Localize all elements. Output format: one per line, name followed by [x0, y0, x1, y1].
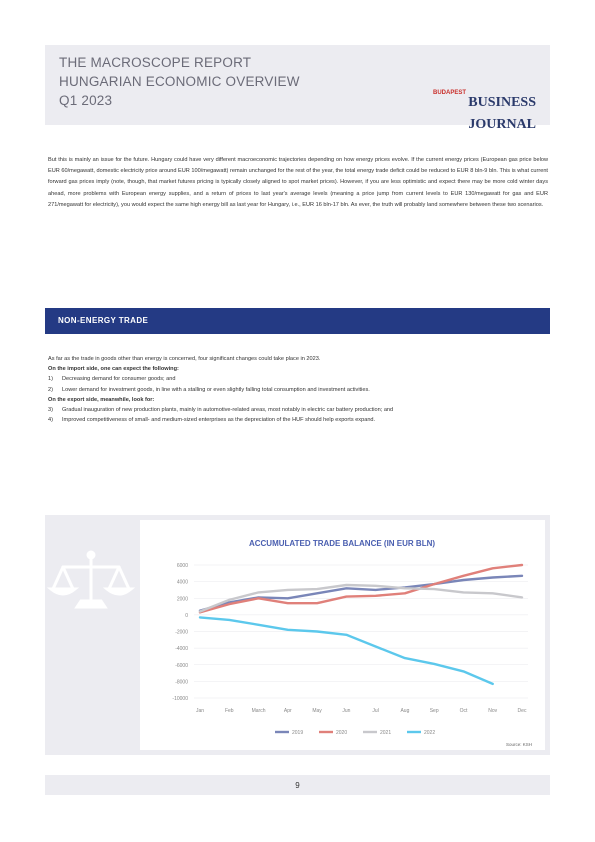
legend-label: 2022 — [424, 730, 436, 736]
x-tick-label: Jun — [342, 708, 351, 714]
chart-title: ACCUMULATED TRADE BALANCE (IN EUR BLN) — [248, 539, 436, 548]
y-tick-label: -4000 — [175, 646, 188, 653]
scales-illustration — [45, 515, 140, 755]
y-tick-label: -8000 — [175, 679, 188, 686]
x-tick-label: March — [251, 708, 266, 714]
page-footer — [45, 775, 550, 795]
x-tick-label: May — [312, 708, 322, 714]
x-tick-label: Feb — [224, 708, 234, 714]
report-title-line-2: HUNGARIAN ECONOMIC OVERVIEW — [59, 74, 300, 89]
y-tick-label: 6000 — [176, 563, 188, 569]
chart-source: Source: KSH — [505, 742, 532, 747]
x-tick-label: Apr — [283, 708, 292, 714]
report-title-line-1: THE MACROSCOPE REPORT — [59, 55, 252, 70]
y-tick-label: 4000 — [176, 579, 188, 586]
y-tick-label: -2000 — [175, 629, 188, 636]
list-item-number: 2) — [48, 386, 53, 393]
list-item — [48, 385, 548, 395]
export-heading: On the export side, meanwhile, look for: — [48, 396, 155, 403]
page-number: 9 — [295, 781, 300, 790]
x-tick-label: Sep — [429, 708, 439, 714]
report-title-line-3: Q1 2023 — [59, 93, 113, 108]
list-item — [48, 374, 548, 384]
list-item-text: Lower demand for investment goods, in line with a stalling or even slightly falling total consumption and investment activities. — [62, 386, 370, 393]
business-journal-logo — [406, 90, 536, 132]
y-tick-label: 2000 — [176, 596, 188, 603]
logo-main-text: BUSINESS JOURNAL — [468, 95, 536, 132]
legend-label: 2021 — [380, 730, 392, 736]
list-item-text: Gradual inauguration of new production plants, mainly in automotive-related areas, most notably in electric car battery production; and — [62, 407, 394, 414]
trade-balance-chart — [140, 520, 545, 750]
y-tick-label: -10000 — [172, 696, 188, 702]
series-line-2022 — [200, 617, 493, 684]
logo-small-text: BUDAPEST — [432, 90, 466, 96]
x-tick-label: Jan — [195, 708, 205, 714]
x-tick-label: Jul — [372, 708, 379, 714]
chart-panel — [45, 515, 550, 755]
intro-paragraph: But this is mainly an issue for the future. Hungary could have very different macroeconomic trajectories depending on how energy prices evolve. If the current energy prices (European gas price below EUR 60/megawatt, domestic electricity price around EUR 100/megawatt) remain unchanged for the rest of the year, the total energy trade deficit could be reduced to EUR 8 bln-9 bln. This is what current forward gas prices imply (note, though, that market futures pricing is typically closely aligned to spot market prices). However, if you are less optimistic and expect there may be more cold winter days ahead, more problems with European energy supplies, and a return of prices to last year's average levels (meaning a price jump from current levels to EUR 130/megawatt for gas and EUR 271/megawatt for electricity), you would expect the same high energy bill as last year for Hungary, i.e., EUR 16 bln-17 bln. As ever, the truth will probably land somewhere between these two scenarios. — [48, 157, 548, 208]
trade-text-block — [48, 354, 548, 425]
section-heading: NON-ENERGY TRADE — [58, 316, 149, 325]
list-item — [48, 405, 548, 415]
list-item-number: 4) — [48, 417, 53, 424]
x-tick-label: Dec — [517, 708, 527, 714]
y-tick-label: 0 — [185, 612, 188, 619]
x-tick-label: Oct — [459, 708, 468, 714]
list-item-number: 3) — [48, 407, 53, 414]
list-item-number: 1) — [48, 376, 53, 383]
import-heading: On the import side, one can expect the following: — [48, 366, 179, 373]
section-heading-bar — [45, 308, 550, 334]
list-item-text: Decreasing demand for consumer goods; and — [62, 376, 176, 383]
scales-icon — [45, 515, 140, 755]
y-tick-label: -6000 — [175, 662, 188, 669]
x-tick-label: Nov — [488, 708, 498, 714]
legend-label: 2019 — [292, 730, 304, 736]
list-item — [48, 415, 548, 425]
trade-intro: As far as the trade in goods other than energy is concerned, four significant changes could take place in 2023. — [48, 356, 321, 362]
x-tick-label: Aug — [400, 708, 410, 714]
report-header — [45, 45, 550, 132]
chart-area — [140, 520, 545, 750]
legend-label: 2020 — [336, 730, 348, 736]
list-item-text: Improved competitiveness of small- and medium-sized enterprises as the depreciation of the HUF should help exports expand. — [62, 417, 376, 424]
report-title — [59, 53, 300, 110]
